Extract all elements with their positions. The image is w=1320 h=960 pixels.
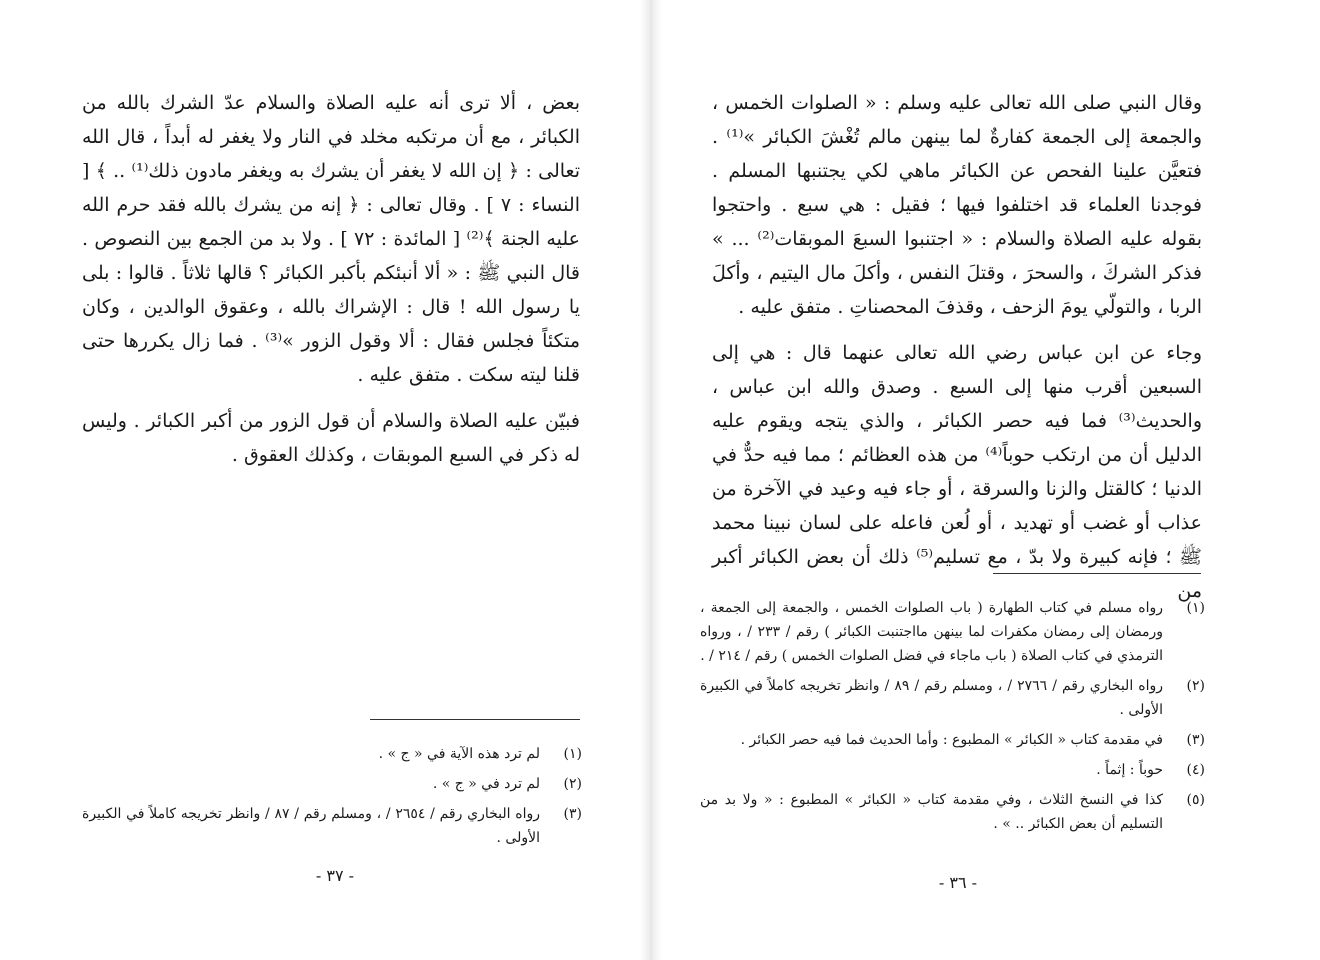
footnote-item xyxy=(82,772,582,796)
footnote-text: رواه البخاري رقم / ٢٦٥٤ / ، ومسلم رقم / ٨٧ / وانظر تخريجه كاملاً في الكبيرة الأولى . xyxy=(82,806,540,846)
right-footnotes xyxy=(700,596,1205,842)
right-footnote-separator xyxy=(993,573,1201,574)
right-page-number: - ٣٦ - xyxy=(938,873,978,892)
footnote-number: (٢) xyxy=(563,776,582,792)
footnote-number: (١) xyxy=(1186,600,1205,616)
footnote-item xyxy=(700,758,1205,782)
left-paragraph-2: فبيّن عليه الصلاة والسلام أن قول الزور من أكبر الكبائر . وليس له ذكر في السبع الموبقات ، وكذلك العقوق . xyxy=(82,410,580,466)
footnote-number: (٣) xyxy=(1186,732,1205,748)
left-footnotes xyxy=(82,742,582,856)
footnote-text: لم ترد هذه الآية في « ج » . xyxy=(378,746,540,762)
footnote-item xyxy=(700,674,1205,722)
left-page-body xyxy=(82,86,580,472)
footnote-text: رواه البخاري رقم / ٢٧٦٦ / ، ومسلم رقم / ٨٩ / وانظر تخريجه كاملاً في الكبيرة الأولى . xyxy=(700,678,1163,718)
book-gutter xyxy=(640,0,662,960)
footnote-item xyxy=(82,802,582,850)
footnote-item xyxy=(700,728,1205,752)
footnote-number: (٤) xyxy=(1186,762,1205,778)
right-page-body xyxy=(712,86,1202,608)
footnote-text: رواه مسلم في كتاب الطهارة ( باب الصلوات الخمس ، والجمعة إلى الجمعة ، ورمضان إلى رمضان مكفرات لما بينهن مااجتنبت الكبائر ) رقم / ٢٣٣ / ، ورواه الترمذي في كتاب الصلاة ( باب ماجاء في فضل الصلوات الخمس ) رقم / ٢١٤ / . xyxy=(700,600,1164,664)
footnote-text: لم ترد في « ج » . xyxy=(432,776,540,792)
footnote-text: حوباً : إثماً . xyxy=(1096,762,1163,778)
right-paragraph-2: وجاء عن ابن عباس رضي الله تعالى عنهما قال : هي إلى السبعين أقرب منها إلى السبع . وصدق والله ابن عباس ، والحديث⁽³⁾ فما فيه حصر الكبائر ، والذي يتجه ويقوم عليه الدليل أن من ارتكب حوباً⁽⁴⁾ من هذه العظائم ؛ مما فيه حدٌّ في الدنيا ؛ كالقتل والزنا والسرقة ، أو جاء فيه وعيد في الآخرة من عذاب أو غضب أو تهديد ، أو لُعن فاعله على لسان نبينا محمد ﷺ ؛ فإنه كبيرة ولا بدّ ، مع تسليم⁽⁵⁾ ذلك أن بعض الكبائر أكبر من xyxy=(712,342,1202,602)
footnote-item xyxy=(700,788,1205,836)
footnote-number: (٥) xyxy=(1186,792,1205,808)
footnote-text: كذا في النسخ الثلاث ، وفي مقدمة كتاب « الكبائر » المطبوع : « ولا بد من التسليم أن بعض الكبائر .. » . xyxy=(700,792,1163,832)
footnote-number: (٢) xyxy=(1186,678,1205,694)
left-page-number: - ٣٧ - xyxy=(315,866,355,885)
right-paragraph-1: وقال النبي صلى الله تعالى عليه وسلم : « الصلوات الخمس ، والجمعة إلى الجمعة كفارةٌ لما بينهن مالم تُغْشَ الكبائر »⁽¹⁾ . فتعيَّن علينا الفحص عن الكبائر ماهي لكي يجتنبها المسلم . فوجدنا العلماء قد اختلفوا فيها ؛ فقيل : هي سبع . واحتجوا بقوله عليه الصلاة والسلام : « اجتنبوا السبعَ الموبقات⁽²⁾ ... » فذكر الشركَ ، والسحرَ ، وقتلَ النفس ، وأكلَ مال اليتيم ، وأكلَ الربا ، والتولّي يومَ الزحف ، وقذفَ المحصناتِ . متفق عليه . xyxy=(712,92,1203,318)
footnote-item xyxy=(700,596,1205,668)
left-paragraph-1: بعض ، ألا ترى أنه عليه الصلاة والسلام عدّ الشرك بالله من الكبائر ، مع أن مرتكبه مخلد في النار ولا يغفر له أبداً ، قال الله تعالى : ﴿ إن الله لا يغفر أن يشرك به ويغفر مادون ذلك⁽¹⁾ .. ﴾ [ النساء : ٧ ] . وقال تعالى : ﴿ إنه من يشرك بالله فقد حرم الله عليه الجنة ﴾⁽²⁾ [ المائدة : ٧٢ ] . ولا بد من الجمع بين النصوص . قال النبي ﷺ : « ألا أنبئكم بأكبر الكبائر ؟ قالها ثلاثاً . قالوا : بلى يا رسول الله ! قال : الإشراك بالله ، وعقوق الوالدين ، وكان متكئاً فجلس فقال : ألا وقول الزور »⁽³⁾ . فما زال يكررها حتى قلنا ليته سكت . متفق عليه . xyxy=(82,92,580,386)
footnote-number: (١) xyxy=(563,746,582,762)
footnote-number: (٣) xyxy=(563,806,582,822)
left-footnote-separator xyxy=(370,719,580,720)
footnote-item xyxy=(82,742,582,766)
footnote-text: في مقدمة كتاب « الكبائر » المطبوع : وأما الحديث فما فيه حصر الكبائر . xyxy=(740,732,1163,748)
